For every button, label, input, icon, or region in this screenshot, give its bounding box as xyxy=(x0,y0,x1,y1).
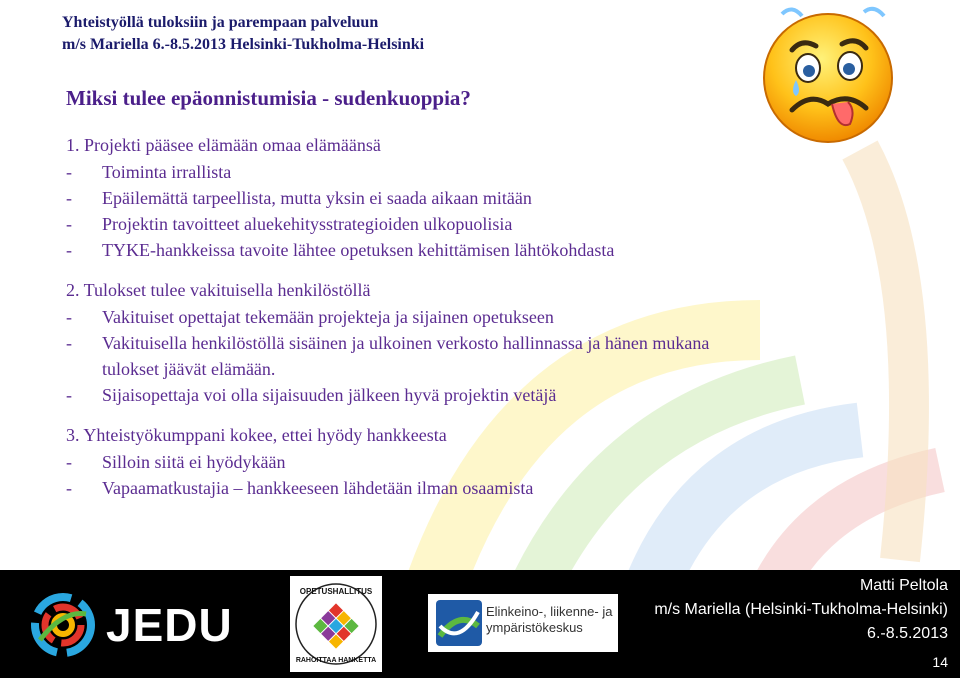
ely-emblem-icon xyxy=(432,596,486,650)
list-item: - Vakituiset opettajat tekemään projekteja ja sijainen opetukseen xyxy=(66,307,554,327)
list-item: - Epäilemättä tarpeellista, mutta yksin ei saada aikaan mitään xyxy=(66,188,532,208)
section-heading: 1. Projekti pääsee elämään omaa elämäänsä xyxy=(66,135,381,155)
section-2 xyxy=(66,277,746,408)
presenter-name: Matti Peltola xyxy=(859,577,948,594)
page-number: 14 xyxy=(932,654,948,670)
jedu-logo xyxy=(28,590,278,660)
jedu-logo-text: JEDU xyxy=(106,599,233,651)
header-line-2: m/s Mariella 6.-8.5.2013 Helsinki-Tukholma-Helsinki xyxy=(62,36,425,53)
list-item: - Projektin tavoitteet aluekehitysstrategioiden ulkopuolisia xyxy=(66,214,513,234)
oph-seal-icon xyxy=(290,576,382,672)
section-heading: 3. Yhteistyökumppani kokee, ettei hyödy hankkeesta xyxy=(66,425,447,445)
list-item: - Vapaamatkustajia – hankkeeseen lähdetään ilman osaamista xyxy=(66,478,534,498)
list-item: - Vakituisella henkilöstöllä sisäinen ja ulkoinen verkosto hallinnassa ja hänen mukana tulokset jäävät elämään. xyxy=(66,333,710,379)
section-3 xyxy=(66,422,746,501)
ely-keskus-logo xyxy=(428,594,618,652)
event-name: m/s Mariella (Helsinki-Tukholma-Helsinki) xyxy=(654,601,948,618)
list-item: - Sijaisopettaja voi olla sijaisuuden jälkeen hyvä projektin vetäjä xyxy=(66,385,557,405)
sad-face-icon xyxy=(752,0,902,150)
opetushallitus-logo xyxy=(290,576,382,672)
jedu-swirl-icon xyxy=(28,590,98,660)
header-line-1: Yhteistyöllä tuloksiin ja parempaan palveluun xyxy=(62,14,379,31)
list-item: - Silloin siitä ei hyödykään xyxy=(66,452,286,472)
ely-logo-text: Elinkeino-, liikenne- ja ympäristökeskus xyxy=(486,604,613,635)
footer-info xyxy=(654,570,948,646)
slide-footer xyxy=(0,570,960,678)
slide-title: Miksi tulee epäonnistumisia - sudenkuoppia? xyxy=(66,86,471,110)
event-date: 6.-8.5.2013 xyxy=(867,625,948,642)
list-item: - TYKE-hankkeissa tavoite lähtee opetuksen kehittämisen lähtökohdasta xyxy=(66,240,615,260)
list-item: - Toiminta irrallista xyxy=(66,162,232,182)
section-1 xyxy=(66,132,746,263)
slide-header xyxy=(62,12,424,56)
slide-content xyxy=(66,132,746,515)
oph-logo-bottom-text: RAHOITTAA HANKETTA xyxy=(295,657,377,664)
oph-logo-top-text: OPETUSHALLITUS xyxy=(299,587,373,596)
section-heading: 2. Tulokset tulee vakituisella henkilöstöllä xyxy=(66,280,371,300)
